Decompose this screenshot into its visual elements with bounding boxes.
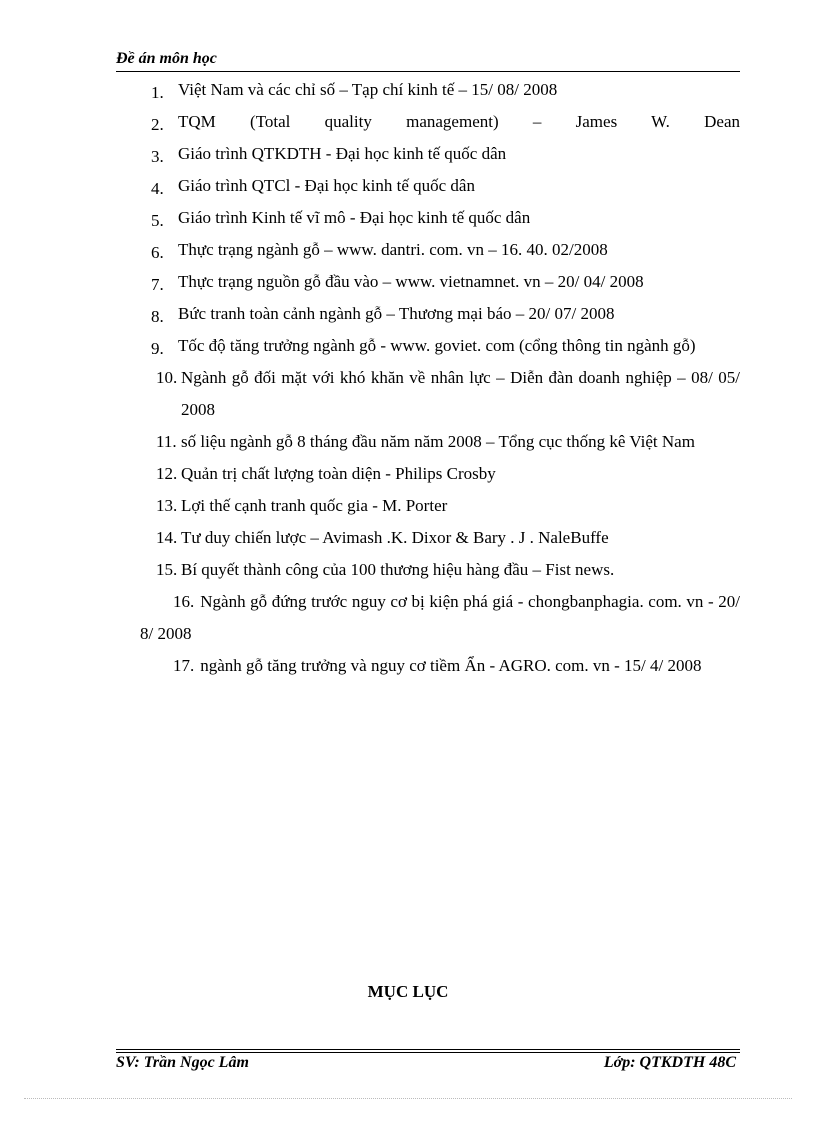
page-bottom-border xyxy=(24,1098,792,1099)
item-text: Thực trạng ngành gỗ – www. dantri. com. vn – 16. 40. 02/2008 xyxy=(178,240,608,259)
item-text: Giáo trình QTKDTH - Đại học kinh tế quốc dân xyxy=(178,144,507,163)
footer-class: Lớp: QTKDTH 48C xyxy=(603,1054,736,1071)
toc-title: MỤC LỤC xyxy=(367,982,449,1001)
item-number: 10. xyxy=(156,368,178,387)
footer-student: SV: Trần Ngọc Lâm xyxy=(116,1054,249,1071)
list-item xyxy=(116,74,740,106)
item-number: 9. xyxy=(151,339,164,358)
item-text: Ngành gỗ đứng trước nguy cơ bị kiện phá giá - chongbanphagia. com. vn - 20/ 8/ 2008 xyxy=(140,592,740,643)
page-header-title: Đề án môn học xyxy=(116,50,217,67)
item-text: Thực trạng nguồn gỗ đầu vào – www. vietnamnet. vn – 20/ 04/ 2008 xyxy=(178,272,644,291)
list-item xyxy=(116,330,740,362)
item-number: 17. xyxy=(173,656,195,675)
item-text: Việt Nam và các chỉ số – Tạp chí kinh tế – 15/ 08/ 2008 xyxy=(178,80,558,99)
item-text: Bí quyết thành công của 100 thương hiệu hàng đầu – Fist news. xyxy=(181,560,615,579)
item-text: TQM (Total quality management) – James W. Dean xyxy=(178,112,740,131)
item-number: 4. xyxy=(151,179,164,198)
item-number: 11. xyxy=(156,432,177,451)
list-item xyxy=(116,362,740,426)
list-item xyxy=(116,234,740,266)
item-number: 5. xyxy=(151,211,164,230)
item-number: 15. xyxy=(156,560,178,579)
list-item xyxy=(116,298,740,330)
item-number: 7. xyxy=(151,275,164,294)
footer-rule-top xyxy=(116,1049,740,1050)
item-text: Ngành gỗ đối mặt với khó khăn về nhân lực – Diễn đàn doanh nghiệp – 08/ 05/ 2008 xyxy=(181,368,740,419)
item-text: Quản trị chất lượng toàn diện - Philips Crosby xyxy=(181,464,496,483)
item-number: 3. xyxy=(151,147,164,166)
item-number: 8. xyxy=(151,307,164,326)
header-rule xyxy=(116,71,740,72)
item-text: Bức tranh toàn cảnh ngành gỗ – Thương mại báo – 20/ 07/ 2008 xyxy=(178,304,615,323)
item-number: 13. xyxy=(156,496,178,515)
item-text: Tư duy chiến lược – Avimash .K. Dixor & Bary . J . NaleBuffe xyxy=(181,528,609,547)
list-item xyxy=(116,522,740,554)
list-item xyxy=(116,138,740,170)
list-item xyxy=(116,106,740,138)
list-item xyxy=(116,266,740,298)
item-number: 2. xyxy=(151,115,164,134)
list-item xyxy=(116,426,740,458)
list-item xyxy=(116,458,740,490)
item-text: Giáo trình Kinh tế vĩ mô - Đại học kinh tế quốc dân xyxy=(178,208,531,227)
item-number: 1. xyxy=(151,83,164,102)
list-item xyxy=(116,170,740,202)
list-item xyxy=(116,650,740,682)
list-item xyxy=(116,554,740,586)
reference-list xyxy=(116,74,740,682)
item-text: Tốc độ tăng trưởng ngành gỗ - www. goviet. com (cổng thông tin ngành gỗ) xyxy=(178,336,696,355)
list-item xyxy=(116,586,740,650)
item-number: 12. xyxy=(156,464,178,483)
item-text: ngành gỗ tăng trưởng và nguy cơ tiềm Ẩn - AGRO. com. vn - 15/ 4/ 2008 xyxy=(200,656,702,675)
item-text: Lợi thế cạnh tranh quốc gia - M. Porter xyxy=(181,496,448,515)
item-number: 16. xyxy=(173,592,195,611)
list-item xyxy=(116,202,740,234)
item-number: 6. xyxy=(151,243,164,262)
item-text: số liệu ngành gỗ 8 tháng đầu năm năm 2008 – Tổng cục thống kê Việt Nam xyxy=(181,432,695,451)
footer-rule-bottom xyxy=(116,1052,740,1053)
item-text: Giáo trình QTCl - Đại học kinh tế quốc dân xyxy=(178,176,475,195)
item-number: 14. xyxy=(156,528,178,547)
list-item xyxy=(116,490,740,522)
